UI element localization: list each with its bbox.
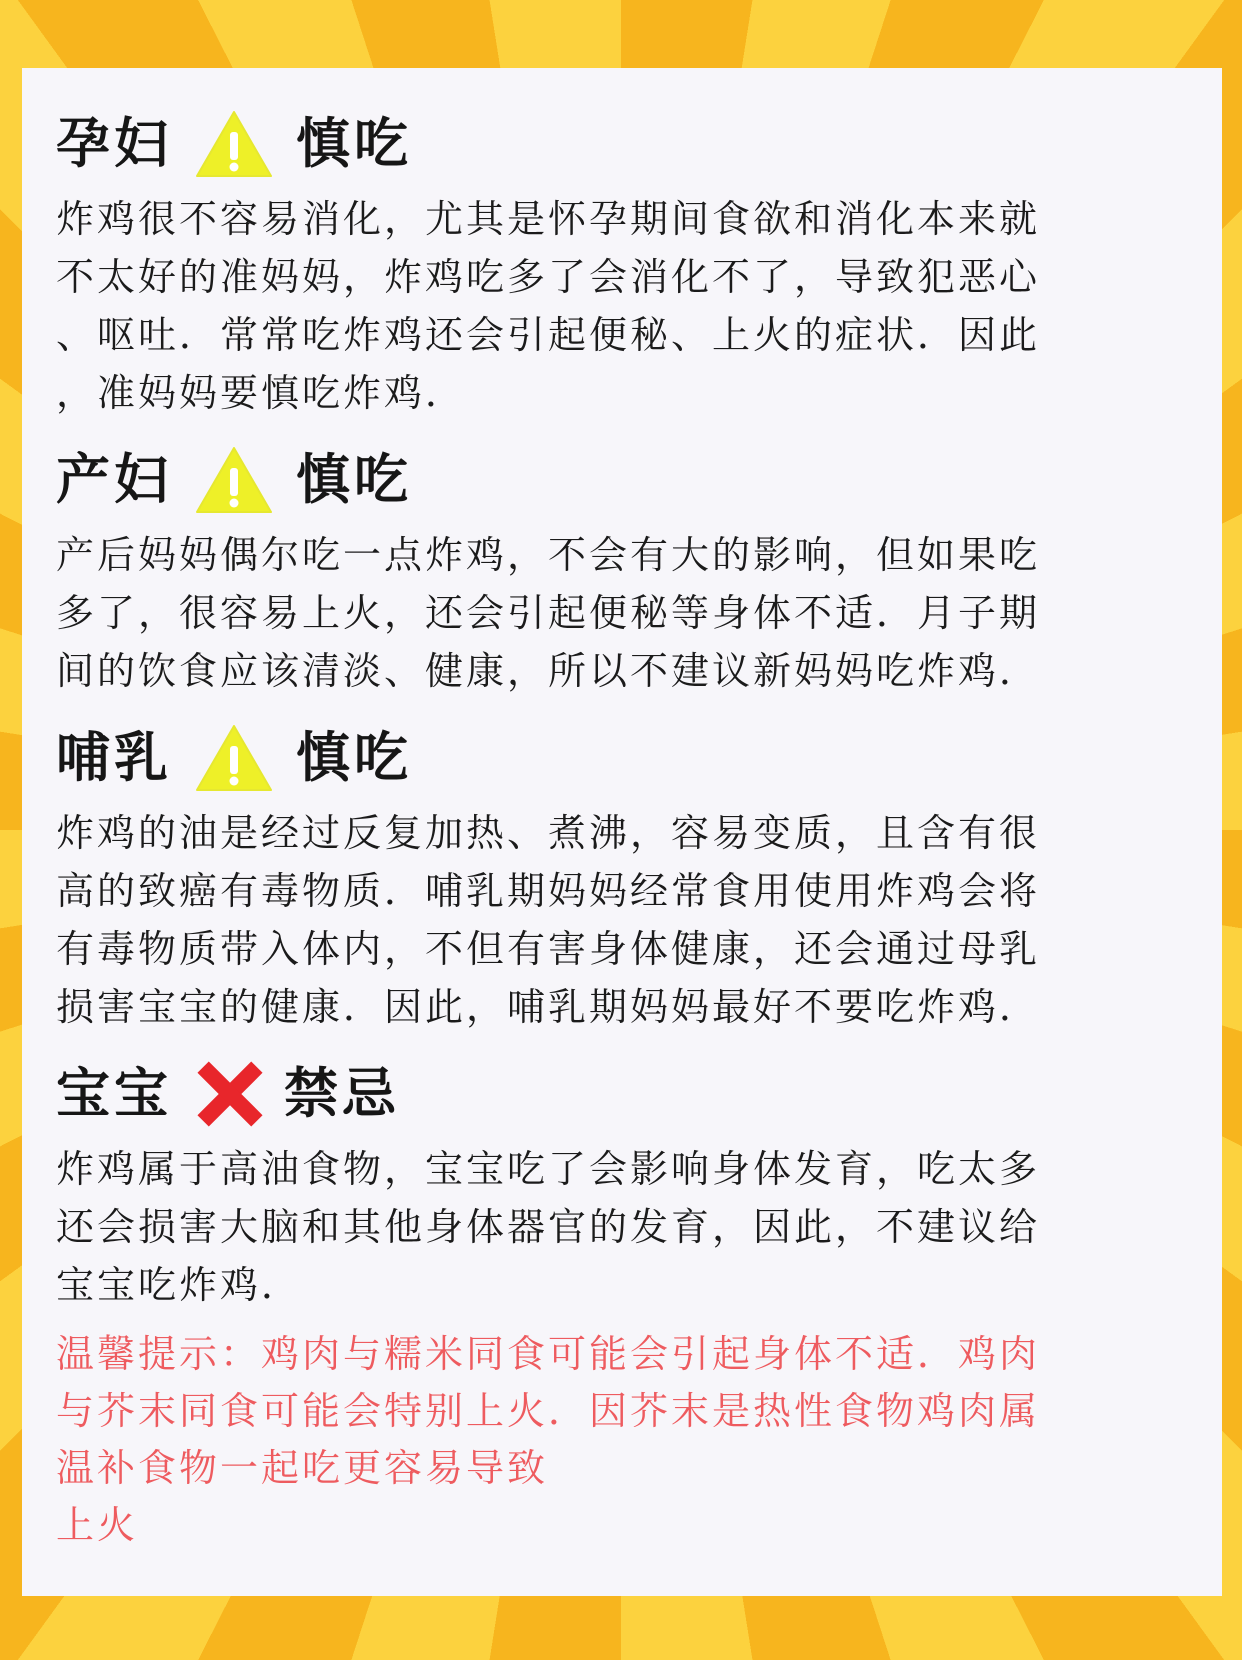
section-status: 慎吃 [296, 726, 412, 789]
warm-tip: 温馨提示：鸡肉与糯米同食可能会引起身体不适．鸡肉 与芥末同食可能会特别上火．因芥末是热性食物鸡肉属 温补食物一起吃更容易导致 上火 [56, 1332, 1041, 1547]
section-title: 产妇 [56, 448, 172, 511]
section-heading [56, 98, 1188, 190]
section-title: 孕妇 [56, 112, 172, 175]
section-body: 炸鸡的油是经过反复加热、煮沸，容易变质，且含有很 高的致癌有毒物质．哺乳期妈妈经常食用使用炸鸡会将 有毒物质带入体内，不但有害身体健康，还会通过母乳 损害宝宝的健康．因此，哺乳期妈妈最好不要吃炸鸡． [56, 811, 1041, 1029]
section-body: 炸鸡属于高油食物，宝宝吃了会影响身体发育，吃太多 还会损害大脑和其他身体器官的发育，因此，不建议给 宝宝吃炸鸡． [56, 1147, 1041, 1307]
section-heading [56, 712, 1188, 804]
section-title: 哺乳 [56, 726, 172, 789]
section-status: 禁忌 [284, 1062, 400, 1125]
warning-icon [194, 722, 274, 794]
section-status: 慎吃 [296, 448, 412, 511]
section-title: 宝宝 [56, 1062, 172, 1125]
cross-icon [190, 1054, 270, 1134]
section-status: 慎吃 [296, 112, 412, 175]
warning-icon [194, 108, 274, 180]
section-body: 产后妈妈偶尔吃一点炸鸡，不会有大的影响，但如果吃 多了，很容易上火，还会引起便秘等身体不适．月子期 间的饮食应该清淡、健康，所以不建议新妈妈吃炸鸡． [56, 533, 1041, 693]
section-heading [56, 1048, 1188, 1140]
section-breastfeeding [56, 712, 1188, 1036]
content-card [22, 68, 1222, 1596]
section-postpartum [56, 434, 1188, 700]
section-heading [56, 434, 1188, 526]
section-pregnant [56, 98, 1188, 422]
section-baby [56, 1048, 1188, 1314]
warning-icon [194, 444, 274, 516]
section-body: 炸鸡很不容易消化，尤其是怀孕期间食欲和消化本来就 不太好的准妈妈，炸鸡吃多了会消化不了，导致犯恶心 、呕吐．常常吃炸鸡还会引起便秘、上火的症状．因此 ，准妈妈要慎吃炸鸡． [56, 197, 1041, 415]
